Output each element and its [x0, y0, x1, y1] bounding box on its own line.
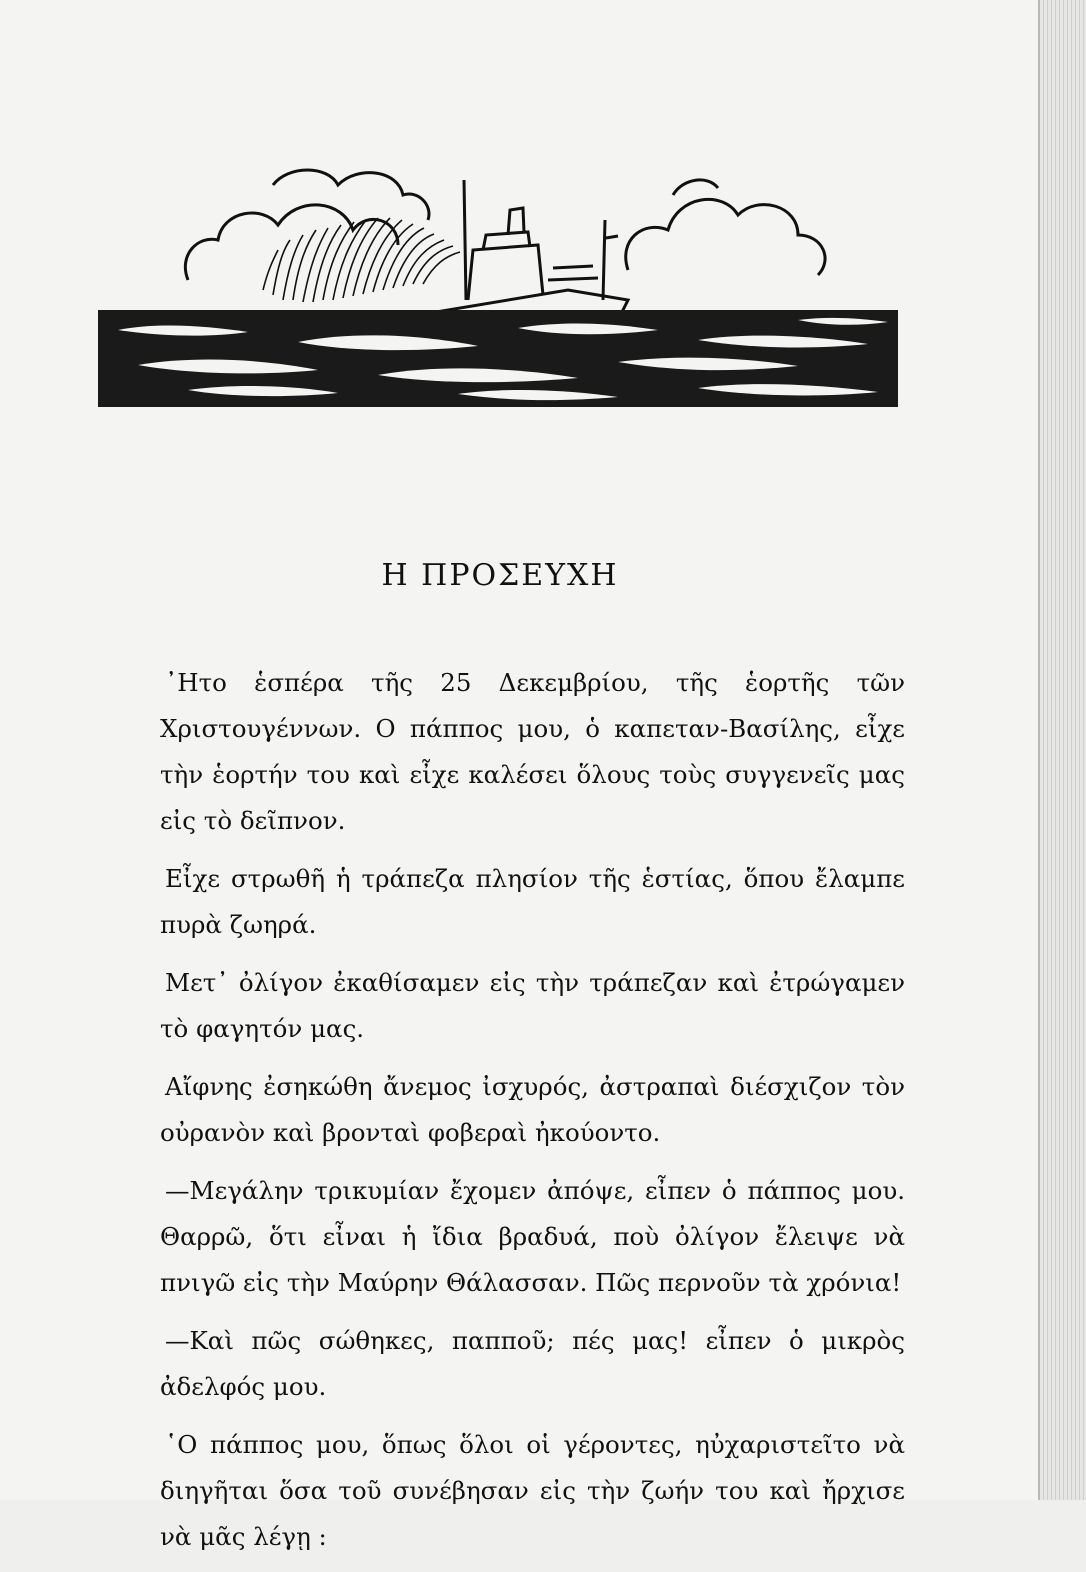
paragraph: Μετ᾿ ὀλίγον ἐκαθίσαμεν εἰς τὴν τράπεζαν καὶ ἐτρώγαμεν τὸ φαγητόν μας.: [160, 968, 905, 1043]
paragraph: Εἶχε στρωθῆ ἡ τράπεζα πλησίον τῆς ἑστίας, ὅπου ἔλαμπε πυρὰ ζωηρά.: [160, 864, 905, 939]
paragraph: —Καὶ πῶς σώθηκες, παπποῦ; πές μας! εἶπεν ὁ μικρὸς ἀδελφός μου.: [160, 1326, 905, 1401]
ship-in-storm-illustration: [98, 150, 898, 415]
paragraph: ᾿Ητο ἑσπέρα τῆς 25 Δεκεμβρίου, τῆς ἑορτῆς τῶν Χριστουγέννων. Ο πάππος μου, ὁ καπεταν-Βασίλης, εἶχε τὴν ἑορτήν του καὶ εἶχε καλέσει ὅλους τοὺς συγγενεῖς μας εἰς τὸ δεῖπνον.: [160, 668, 905, 835]
chapter-body: [160, 660, 905, 1572]
paragraph: —Μεγάλην τρικυμίαν ἔχομεν ἀπόψε, εἶπεν ὁ πάππος μου. Θαρρῶ, ὅτι εἶναι ἡ ἴδια βραδυά, ποὺ ὀλίγον ἔλειψε νὰ πνιγῶ εἰς τὴν Μαύρην Θάλασσαν. Πῶς περνοῦν τὰ χρόνια!: [160, 1176, 905, 1297]
chapter-title: Η ΠΡΟΣΕΥΧΗ: [381, 558, 619, 593]
page-stack-edge: [1038, 0, 1086, 1500]
paragraph: Αἴφνης ἐσηκώθη ἄνεμος ἰσχυρός, ἀστραπαὶ διέσχιζον τὸν οὐρανὸν καὶ βρονταὶ φοβεραὶ ἠκούοντο.: [160, 1072, 905, 1147]
paragraph: ῾Ο πάππος μου, ὅπως ὅλοι οἱ γέροντες, ηὐχαριστεῖτο νὰ διηγῆται ὅσα τοῦ συνέβησαν εἰς τὴν ζωήν του καὶ ἤρχισε νὰ μᾶς λέγῃ :: [160, 1430, 905, 1551]
